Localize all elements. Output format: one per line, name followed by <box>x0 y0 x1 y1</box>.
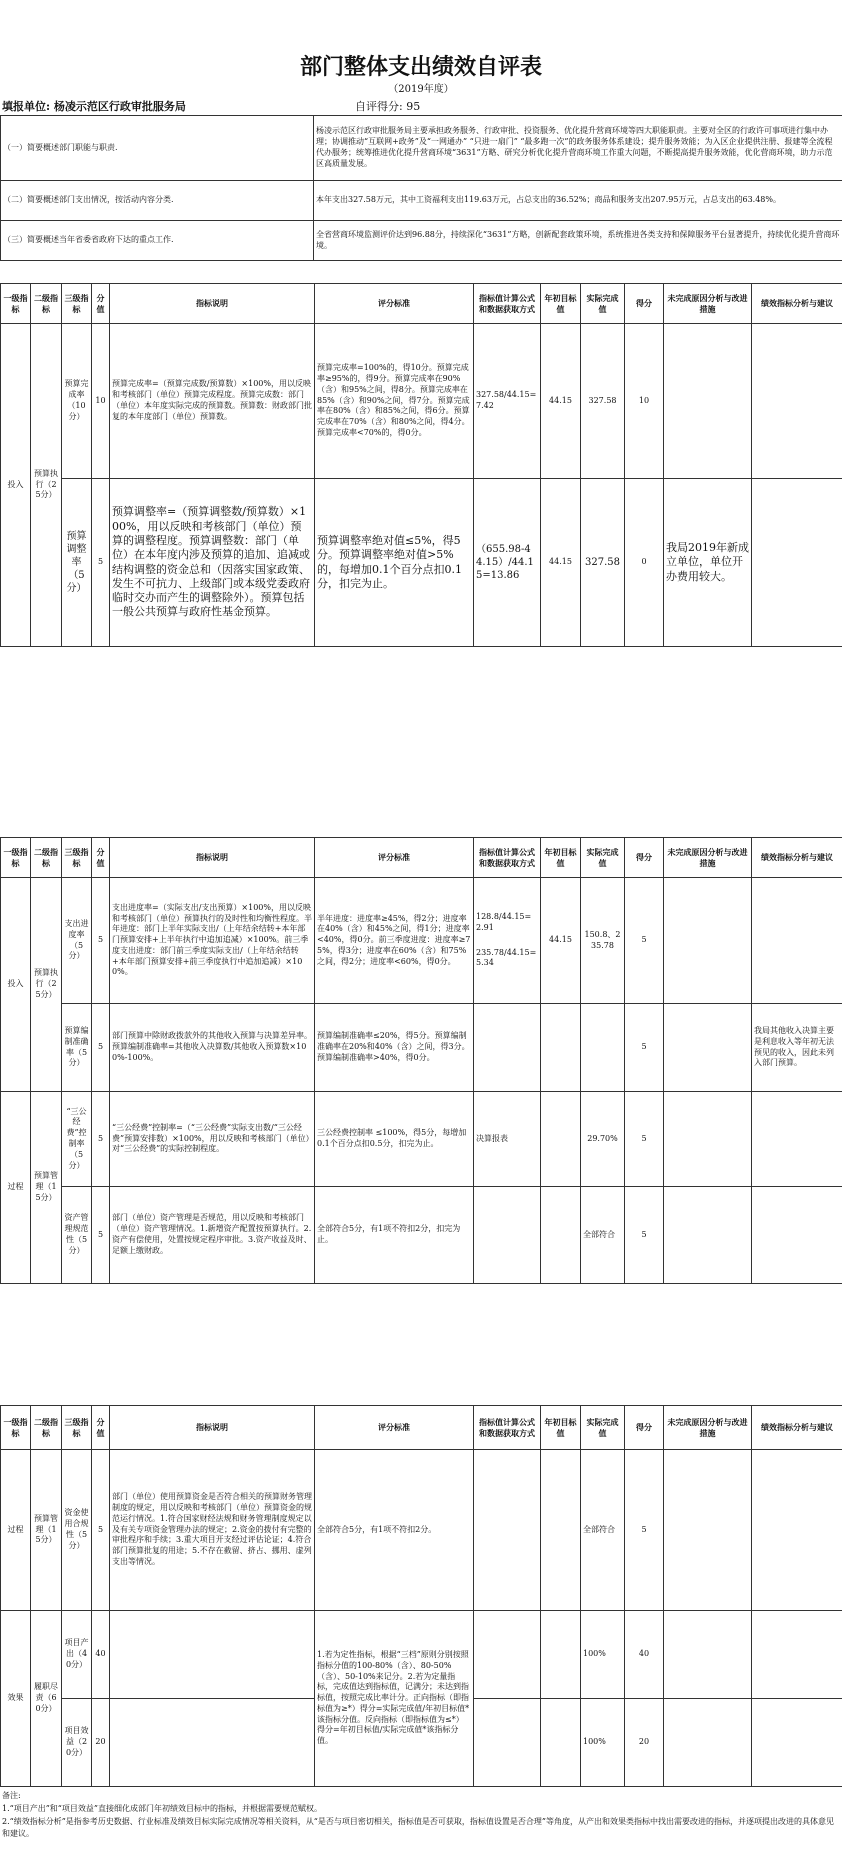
col-l3: 三级指标 <box>62 838 92 878</box>
l1-cell: 过程 <box>1 1450 31 1611</box>
summary-label-2: （二）简要概述部门支出情况，按活动内容分类. <box>1 181 314 221</box>
desc-cell <box>110 1611 315 1699</box>
col-l2: 二级指标 <box>31 284 62 324</box>
col-score: 得分 <box>625 838 664 878</box>
col-criteria: 评分标准 <box>315 284 474 324</box>
col-actual: 实际完成值 <box>581 284 625 324</box>
l1-cell: 投入 <box>1 324 31 647</box>
l3-cell: 预算调整率（5分） <box>62 479 92 647</box>
col-formula: 指标值计算公式和数据获取方式 <box>474 838 541 878</box>
col-weight: 分值 <box>92 838 110 878</box>
l2-cell: 预算执行（25分） <box>31 324 62 647</box>
l1-cell: 过程 <box>1 1092 31 1284</box>
actual-cell: 100% <box>581 1611 625 1699</box>
col-l2: 二级指标 <box>31 838 62 878</box>
target-cell <box>541 1092 581 1187</box>
advice-cell <box>752 1092 842 1187</box>
col-actual: 实际完成值 <box>581 1406 625 1450</box>
col-formula: 指标值计算公式和数据获取方式 <box>474 284 541 324</box>
col-target: 年初目标值 <box>541 838 581 878</box>
summary-label-3: （三）简要概述当年省委省政府下达的重点工作. <box>1 221 314 261</box>
col-l1: 一级指标 <box>1 1406 31 1450</box>
l3-cell: 资产管理规范性（5分） <box>62 1187 92 1284</box>
actual-cell: 29.70% <box>581 1092 625 1187</box>
score-cell: 40 <box>625 1611 664 1699</box>
col-l3: 三级指标 <box>62 1406 92 1450</box>
criteria-cell: 半年进度：进度率≥45%，得2分；进度率在40%（含）和45%之间，得1分；进度率<40%，得0分。前三季度进度：进度率≥75%，得3分；进度率在60%（含）和75%之间，得2分；进度率<60%，得0分。 <box>315 878 474 1004</box>
col-formula: 指标值计算公式和数据获取方式 <box>474 1406 541 1450</box>
l3-cell: 支出进度率（5分） <box>62 878 92 1004</box>
formula-three-quarters: 235.78/44.15=5.34 <box>476 947 537 968</box>
target-cell: 44.15 <box>541 324 581 479</box>
advice-cell <box>752 324 842 479</box>
actual-cell: 全部符合 <box>581 1187 625 1284</box>
col-reason: 未完成原因分析与改进措施 <box>664 284 752 324</box>
formula-cell <box>474 1187 541 1284</box>
formula-cell <box>474 1004 541 1092</box>
weight-cell: 5 <box>92 479 110 647</box>
l3-cell: 预算完成率（10分） <box>62 324 92 479</box>
l3-cell: 项目产出（40分） <box>62 1611 92 1699</box>
actual-cell: 100% <box>581 1699 625 1787</box>
reason-cell: 我局2019年新成立单位，单位开办费用较大。 <box>664 479 752 647</box>
col-advice: 绩效指标分析与建议 <box>752 284 842 324</box>
target-cell <box>541 1187 581 1284</box>
criteria-cell: 三公经费控制率 ≤100%，得5分，每增加0.1个百分点扣0.5分，扣完为止。 <box>315 1092 474 1187</box>
target-cell: 44.15 <box>541 479 581 647</box>
summary-content-1: 杨凌示范区行政审批服务局主要承担政务服务、行政审批、投资服务、优化提升营商环境等四大职能职责。主要对全区的行政许可事项进行集中办理；协调推动“互联网+政务”及“一网通办” “只进一扇门” “最多跑一次”的政务服务体系建设；提升服务效能；为入区企业提供注册、报建等全流程代办服务；统筹推进优化提升营商环境“3631”方略、研究分析优化提升营商环境工作重大问题，不断提高提升服务效能，优化营商环境，助力示范区高质量发展。 <box>314 116 842 181</box>
col-desc: 指标说明 <box>110 838 315 878</box>
l2-cell: 履职尽责（60分） <box>31 1611 62 1787</box>
col-target: 年初目标值 <box>541 1406 581 1450</box>
weight-cell: 5 <box>92 1004 110 1092</box>
desc-cell: “三公经费”控制率=（“三公经费”实际支出数/“三公经费”预算安排数）×100%，用以反映和考核部门（单位）对“三公经费”的实际控制程度。 <box>110 1092 315 1187</box>
l3-cell: 项目效益（20分） <box>62 1699 92 1787</box>
notes-title: 备注: <box>2 1791 21 1800</box>
l2-cell: 预算执行（25分） <box>31 878 62 1092</box>
col-weight: 分值 <box>92 1406 110 1450</box>
criteria-cell: 预算调整率绝对值≤5%，得5分。预算调整率绝对值>5%的，每增加0.1个百分点扣0.1分，扣完为止。 <box>315 479 474 647</box>
filler-unit: 填报单位: 杨凌示范区行政审批服务局 <box>2 100 186 113</box>
col-actual: 实际完成值 <box>581 838 625 878</box>
col-advice: 绩效指标分析与建议 <box>752 1406 842 1450</box>
formula-half-year: 128.8/44.15=2.91 <box>476 911 532 932</box>
formula-cell <box>474 878 541 1004</box>
note-item-2: 2.“绩效指标分析”是指参考历史数据、行业标准及绩效目标实际完成情况等相关资料，从“是否与项目密切相关，指标值是否可获取，指标值设置是否合理”等角度，从产出和效果类指标中找出需要改进的指标，并逐项提出改进的具体意见和建议。 <box>2 1816 834 1839</box>
desc-cell: 部门（单位）使用预算资金是否符合相关的预算财务管理制度的规定，用以反映和考核部门（单位）预算资金的规范运行情况。1.符合国家财经法规和财务管理制度规定以及有关专项资金管理办法的规定；2.资金的拨付有完整的审批程序和手续；3.重大项目开支经过评估论证；4.符合部门预算批复的用途；5.不存在截留、挤占、挪用、虚列支出等情况。 <box>110 1450 315 1611</box>
summary-table <box>0 115 842 261</box>
formula-cell: 决算报表 <box>474 1092 541 1187</box>
score-cell: 5 <box>625 1092 664 1187</box>
target-cell: 44.15 <box>541 878 581 1004</box>
l3-cell: 资金使用合规性（5分） <box>62 1450 92 1611</box>
col-criteria: 评分标准 <box>315 838 474 878</box>
page-subtitle: （2019年度） <box>388 84 454 95</box>
page-title: 部门整体支出绩效自评表 <box>299 55 542 80</box>
desc-cell: 部门（单位）资产管理是否规范，用以反映和考核部门（单位）资产管理情况。1.新增资产配置按预算执行。2.资产有偿使用，处置按规定程序审批。3.资产收益及时、足额上缴财政。 <box>110 1187 315 1284</box>
weight-cell: 20 <box>92 1699 110 1787</box>
reason-cell <box>664 1187 752 1284</box>
indicator-table-3 <box>0 1405 842 1787</box>
criteria-cell: 1.若为定性指标，根据“三档”原则分别按照指标分值的100-80%（含）、80-50%（含）、50-10%来记分。2.若为定量指标，完成值达到指标值，记满分；未达到指标值，按照完成比率计分。正向指标（即指标值为≥*）得分=实际完成值/年初目标值*该指标分值。反向指标（即指标值为≤*）得分=年初目标值/实际完成值*该指标分值。 <box>315 1611 474 1787</box>
indicator-table-1 <box>0 283 842 647</box>
weight-cell: 40 <box>92 1611 110 1699</box>
col-l1: 一级指标 <box>1 284 31 324</box>
indicator-table-2 <box>0 837 842 1284</box>
score-cell: 5 <box>625 1450 664 1611</box>
col-l3: 三级指标 <box>62 284 92 324</box>
advice-cell <box>752 1450 842 1611</box>
target-cell <box>541 1611 581 1699</box>
col-reason: 未完成原因分析与改进措施 <box>664 838 752 878</box>
formula-cell <box>474 1699 541 1787</box>
col-weight: 分值 <box>92 284 110 324</box>
advice-cell <box>752 1611 842 1699</box>
target-cell <box>541 1450 581 1611</box>
note-item-1: 1.“项目产出”和“项目效益”直接细化成部门年初绩效目标中的指标，并根据需要规范赋权。 <box>2 1803 322 1813</box>
l2-cell: 预算管理（15分） <box>31 1450 62 1611</box>
col-reason: 未完成原因分析与改进措施 <box>664 1406 752 1450</box>
reason-cell <box>664 1092 752 1187</box>
l1-cell: 投入 <box>1 878 31 1092</box>
criteria-cell: 全部符合5分，有1项不符扣2分。 <box>315 1450 474 1611</box>
score-cell: 20 <box>625 1699 664 1787</box>
reason-cell <box>664 1699 752 1787</box>
formula-cell <box>474 1611 541 1699</box>
actual-cell: 327.58 <box>581 324 625 479</box>
formula-cell: 327.58/44.15=7.42 <box>474 324 541 479</box>
self-score: 自评得分: 95 <box>355 100 421 113</box>
score-cell: 5 <box>625 878 664 1004</box>
criteria-cell: 全部符合5分，有1项不符扣2分，扣完为止。 <box>315 1187 474 1284</box>
l2-cell: 预算管理（15分） <box>31 1092 62 1284</box>
actual-cell <box>581 1004 625 1092</box>
summary-content-2: 本年支出327.58万元，其中工资福利支出119.63万元，占总支出的36.52%；商品和服务支出207.95万元，占总支出的63.48%。 <box>314 181 842 221</box>
reason-cell <box>664 1450 752 1611</box>
criteria-cell: 预算编制准确率≤20%，得5分。预算编制准确率在20%和40%（含）之间，得3分。预算编制准确率>40%，得0分。 <box>315 1004 474 1092</box>
advice-cell <box>752 1699 842 1787</box>
weight-cell: 10 <box>92 324 110 479</box>
summary-label-1: （一）简要概述部门职能与职责. <box>1 116 314 181</box>
target-cell <box>541 1004 581 1092</box>
advice-cell <box>752 479 842 647</box>
criteria-cell: 预算完成率=100%的，得10分。预算完成率≥95%的，得9分。预算完成率在90%（含）和95%之间，得8分。预算完成率在85%（含）和90%之间，得7分。预算完成率在80%（含）和85%之间，得6分。预算完成率在70%（含）和80%之间，得4分。预算完成率<70%的，得0分。 <box>315 324 474 479</box>
score-cell: 0 <box>625 479 664 647</box>
advice-cell <box>752 1187 842 1284</box>
score-cell: 5 <box>625 1187 664 1284</box>
score-cell: 10 <box>625 324 664 479</box>
col-score: 得分 <box>625 1406 664 1450</box>
target-cell <box>541 1699 581 1787</box>
advice-cell: 我局其他收入决算主要是利息收入等年初无法预见的收入，因此未列入部门预算。 <box>752 1004 842 1092</box>
weight-cell: 5 <box>92 1092 110 1187</box>
actual-cell: 全部符合 <box>581 1450 625 1611</box>
desc-cell: 部门预算中除财政拨款外的其他收入预算与决算差异率。预算编制准确率=其他收入决算数/其他收入预算数×100%-100%。 <box>110 1004 315 1092</box>
score-cell: 5 <box>625 1004 664 1092</box>
reason-cell <box>664 1611 752 1699</box>
reason-cell <box>664 324 752 479</box>
weight-cell: 5 <box>92 1450 110 1611</box>
notes <box>2 1790 840 1841</box>
col-advice: 绩效指标分析与建议 <box>752 838 842 878</box>
col-score: 得分 <box>625 284 664 324</box>
actual-cell: 327.58 <box>581 479 625 647</box>
col-desc: 指标说明 <box>110 1406 315 1450</box>
desc-cell <box>110 1699 315 1787</box>
l1-cell: 效果 <box>1 1611 31 1787</box>
desc-cell: 支出进度率=（实际支出/支出预算）×100%，用以反映和考核部门（单位）预算执行的及时性和均衡性程度。半年进度：部门上半年实际支出/（上年结余结转+本年部门预算安排+上半年执行中追加追减）×100%。前三季度支出进度：部门前三季度实际支出/（上年结余结转+本年部门预算安排+前三季度执行中追加追减）×100%。 <box>110 878 315 1004</box>
reason-cell <box>664 1004 752 1092</box>
formula-cell: （655.98-44.15）/44.15=13.86 <box>474 479 541 647</box>
summary-content-3: 全省营商环境监测评价达到96.88分，持续深化“3631”方略，创新配套政策环境，系统推进各类支持和保障服务平台显著提升，持续优化提升营商环境。 <box>314 221 842 261</box>
col-target: 年初目标值 <box>541 284 581 324</box>
weight-cell: 5 <box>92 1187 110 1284</box>
desc-cell: 预算完成率=（预算完成数/预算数）×100%，用以反映和考核部门（单位）预算完成程度。预算完成数：部门（单位）本年度实际完成的预算数。预算数：财政部门批复的本年度部门（单位）预算数。 <box>110 324 315 479</box>
l3-cell: “三公经费”控制率（5分） <box>62 1092 92 1187</box>
actual-cell: 150.8、235.78 <box>581 878 625 1004</box>
col-l2: 二级指标 <box>31 1406 62 1450</box>
col-desc: 指标说明 <box>110 284 315 324</box>
desc-cell: 预算调整率=（预算调整数/预算数）×100%，用以反映和考核部门（单位）预算的调整程度。预算调整数：部门（单位）在本年度内涉及预算的追加、追减或结构调整的资金总和（因落实国家政策、发生不可抗力、上级部门或本级党委政府临时交办而产生的调整除外）。预算包括一般公共预算与政府性基金预算。 <box>110 479 315 647</box>
reason-cell <box>664 878 752 1004</box>
l3-cell: 预算编制准确率（5分） <box>62 1004 92 1092</box>
col-criteria: 评分标准 <box>315 1406 474 1450</box>
weight-cell: 5 <box>92 878 110 1004</box>
formula-cell <box>474 1450 541 1611</box>
col-l1: 一级指标 <box>1 838 31 878</box>
advice-cell <box>752 878 842 1004</box>
